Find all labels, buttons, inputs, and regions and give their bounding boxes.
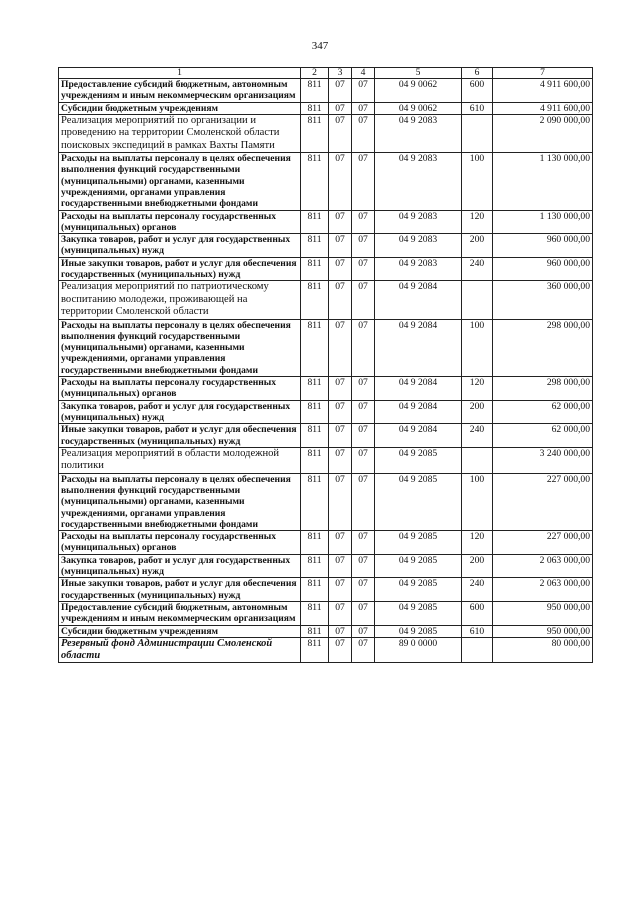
row-amount: 1 130 000,00 [493, 210, 593, 234]
row-amount: 80 000,00 [493, 637, 593, 662]
table-row [59, 601, 593, 625]
row-subsection-code: 07 [352, 447, 375, 473]
row-description: Закупка товаров, работ и услуг для государственных (муниципальных) нужд [59, 554, 301, 578]
row-description: Реализация мероприятий по организации и проведению на территории Смоленской области поисковых экспедиций в рамках Вахты Памяти [59, 114, 301, 152]
row-section-code: 07 [329, 400, 352, 424]
row-expense-type-code: 100 [462, 473, 493, 530]
budget-table [58, 67, 593, 663]
row-expense-type-code: 240 [462, 578, 493, 602]
row-expense-type-code: 100 [462, 153, 493, 210]
row-admin-code: 811 [301, 377, 329, 401]
row-target-code: 04 9 2084 [375, 400, 462, 424]
row-subsection-code: 07 [352, 377, 375, 401]
row-target-code: 89 0 0000 [375, 637, 462, 662]
row-admin-code: 811 [301, 554, 329, 578]
row-target-code: 04 9 2084 [375, 377, 462, 401]
row-expense-type-code: 600 [462, 601, 493, 625]
row-section-code: 07 [329, 234, 352, 258]
row-admin-code: 811 [301, 637, 329, 662]
table-row [59, 234, 593, 258]
row-target-code: 04 9 2084 [375, 281, 462, 319]
table-body [59, 79, 593, 663]
row-admin-code: 811 [301, 102, 329, 114]
row-amount: 950 000,00 [493, 601, 593, 625]
row-expense-type-code: 200 [462, 400, 493, 424]
row-subsection-code: 07 [352, 400, 375, 424]
row-description: Предоставление субсидий бюджетным, автономным учреждениям и иным некоммерческим организациям [59, 601, 301, 625]
row-subsection-code: 07 [352, 257, 375, 281]
row-expense-type-code [462, 114, 493, 152]
row-admin-code: 811 [301, 601, 329, 625]
table-row [59, 114, 593, 152]
row-section-code: 07 [329, 281, 352, 319]
row-amount: 360 000,00 [493, 281, 593, 319]
row-admin-code: 811 [301, 424, 329, 448]
row-admin-code: 811 [301, 319, 329, 376]
row-amount: 960 000,00 [493, 234, 593, 258]
row-description: Иные закупки товаров, работ и услуг для обеспечения государственных (муниципальных) нужд [59, 257, 301, 281]
row-admin-code: 811 [301, 531, 329, 555]
row-subsection-code: 07 [352, 625, 375, 637]
row-description: Резервный фонд Администрации Смоленской области [59, 637, 301, 662]
row-amount: 298 000,00 [493, 319, 593, 376]
row-amount: 3 240 000,00 [493, 447, 593, 473]
header-cell: 5 [375, 68, 462, 79]
header-cell: 4 [352, 68, 375, 79]
row-admin-code: 811 [301, 257, 329, 281]
row-amount: 4 911 600,00 [493, 79, 593, 103]
row-description: Расходы на выплаты персоналу государственных (муниципальных) органов [59, 210, 301, 234]
row-admin-code: 811 [301, 625, 329, 637]
table-row [59, 210, 593, 234]
header-cell: 2 [301, 68, 329, 79]
row-section-code: 07 [329, 424, 352, 448]
row-expense-type-code: 100 [462, 319, 493, 376]
table-row [59, 447, 593, 473]
row-expense-type-code: 240 [462, 257, 493, 281]
table-row [59, 424, 593, 448]
row-target-code: 04 9 2083 [375, 153, 462, 210]
row-section-code: 07 [329, 625, 352, 637]
row-expense-type-code [462, 281, 493, 319]
row-admin-code: 811 [301, 400, 329, 424]
row-expense-type-code: 120 [462, 377, 493, 401]
row-amount: 298 000,00 [493, 377, 593, 401]
table-row [59, 473, 593, 530]
row-target-code: 04 9 2083 [375, 234, 462, 258]
row-subsection-code: 07 [352, 281, 375, 319]
table-row [59, 79, 593, 103]
row-section-code: 07 [329, 210, 352, 234]
row-admin-code: 811 [301, 79, 329, 103]
row-amount: 62 000,00 [493, 400, 593, 424]
row-target-code: 04 9 2083 [375, 114, 462, 152]
row-expense-type-code: 610 [462, 625, 493, 637]
row-amount: 227 000,00 [493, 473, 593, 530]
row-section-code: 07 [329, 578, 352, 602]
row-section-code: 07 [329, 531, 352, 555]
page-number: 347 [311, 40, 329, 52]
row-admin-code: 811 [301, 281, 329, 319]
row-amount: 4 911 600,00 [493, 102, 593, 114]
row-amount: 2 063 000,00 [493, 554, 593, 578]
table-row [59, 153, 593, 210]
row-description: Субсидии бюджетным учреждениям [59, 102, 301, 114]
row-subsection-code: 07 [352, 473, 375, 530]
row-description: Расходы на выплаты персоналу в целях обеспечения выполнения функций государственными (муниципальными) органами, казенными учреждениями, органами управления государственными внебюджетными фондами [59, 153, 301, 210]
row-target-code: 04 9 2084 [375, 424, 462, 448]
header-cell: 3 [329, 68, 352, 79]
table-row [59, 554, 593, 578]
row-amount: 227 000,00 [493, 531, 593, 555]
row-subsection-code: 07 [352, 114, 375, 152]
row-admin-code: 811 [301, 210, 329, 234]
header-cell: 6 [462, 68, 493, 79]
row-admin-code: 811 [301, 578, 329, 602]
row-section-code: 07 [329, 79, 352, 103]
row-description: Реализация мероприятий по патриотическому воспитанию молодежи, проживающей на территории Смоленской области [59, 281, 301, 319]
row-admin-code: 811 [301, 234, 329, 258]
table-row [59, 319, 593, 376]
row-subsection-code: 07 [352, 234, 375, 258]
row-description: Иные закупки товаров, работ и услуг для обеспечения государственных (муниципальных) нужд [59, 578, 301, 602]
row-description: Предоставление субсидий бюджетным, автономным учреждениям и иным некоммерческим организациям [59, 79, 301, 103]
row-target-code: 04 9 2085 [375, 531, 462, 555]
row-target-code: 04 9 2083 [375, 257, 462, 281]
row-subsection-code: 07 [352, 79, 375, 103]
table-row [59, 102, 593, 114]
header-cell: 1 [59, 68, 301, 79]
row-section-code: 07 [329, 637, 352, 662]
row-amount: 960 000,00 [493, 257, 593, 281]
table-row [59, 531, 593, 555]
row-target-code: 04 9 0062 [375, 102, 462, 114]
row-description: Закупка товаров, работ и услуг для государственных (муниципальных) нужд [59, 400, 301, 424]
row-admin-code: 811 [301, 114, 329, 152]
row-expense-type-code: 200 [462, 554, 493, 578]
row-amount: 1 130 000,00 [493, 153, 593, 210]
row-target-code: 04 9 2083 [375, 210, 462, 234]
table-row [59, 257, 593, 281]
row-subsection-code: 07 [352, 601, 375, 625]
row-amount: 950 000,00 [493, 625, 593, 637]
row-section-code: 07 [329, 554, 352, 578]
row-subsection-code: 07 [352, 424, 375, 448]
row-target-code: 04 9 2085 [375, 601, 462, 625]
row-target-code: 04 9 0062 [375, 79, 462, 103]
row-description: Расходы на выплаты персоналу в целях обеспечения выполнения функций государственными (муниципальными) органами, казенными учреждениями, органами управления государственными внебюджетными фондами [59, 319, 301, 376]
row-target-code: 04 9 2085 [375, 554, 462, 578]
row-expense-type-code: 120 [462, 531, 493, 555]
row-subsection-code: 07 [352, 319, 375, 376]
row-description: Расходы на выплаты персоналу в целях обеспечения выполнения функций государственными (муниципальными) органами, казенными учреждениями, органами управления государственными внебюджетными фондами [59, 473, 301, 530]
row-description: Иные закупки товаров, работ и услуг для обеспечения государственных (муниципальных) нужд [59, 424, 301, 448]
table-row [59, 578, 593, 602]
row-section-code: 07 [329, 377, 352, 401]
row-expense-type-code: 600 [462, 79, 493, 103]
row-section-code: 07 [329, 601, 352, 625]
row-admin-code: 811 [301, 447, 329, 473]
row-amount: 62 000,00 [493, 424, 593, 448]
row-description: Расходы на выплаты персоналу государственных (муниципальных) органов [59, 531, 301, 555]
row-expense-type-code: 120 [462, 210, 493, 234]
row-section-code: 07 [329, 473, 352, 530]
row-target-code: 04 9 2085 [375, 473, 462, 530]
row-expense-type-code: 240 [462, 424, 493, 448]
row-expense-type-code: 610 [462, 102, 493, 114]
row-section-code: 07 [329, 114, 352, 152]
row-expense-type-code [462, 447, 493, 473]
row-description: Закупка товаров, работ и услуг для государственных (муниципальных) нужд [59, 234, 301, 258]
header-cell: 7 [493, 68, 593, 79]
row-target-code: 04 9 2084 [375, 319, 462, 376]
row-description: Субсидии бюджетным учреждениям [59, 625, 301, 637]
row-section-code: 07 [329, 102, 352, 114]
table-row [59, 625, 593, 637]
row-target-code: 04 9 2085 [375, 447, 462, 473]
row-section-code: 07 [329, 257, 352, 281]
row-expense-type-code [462, 637, 493, 662]
row-admin-code: 811 [301, 473, 329, 530]
row-subsection-code: 07 [352, 210, 375, 234]
table-row [59, 637, 593, 662]
row-amount: 2 090 000,00 [493, 114, 593, 152]
table-row [59, 400, 593, 424]
table-row [59, 281, 593, 319]
row-expense-type-code: 200 [462, 234, 493, 258]
row-target-code: 04 9 2085 [375, 578, 462, 602]
row-subsection-code: 07 [352, 102, 375, 114]
header-row [59, 68, 593, 79]
row-section-code: 07 [329, 447, 352, 473]
row-subsection-code: 07 [352, 153, 375, 210]
row-description: Расходы на выплаты персоналу государственных (муниципальных) органов [59, 377, 301, 401]
row-admin-code: 811 [301, 153, 329, 210]
row-section-code: 07 [329, 153, 352, 210]
row-target-code: 04 9 2085 [375, 625, 462, 637]
row-subsection-code: 07 [352, 531, 375, 555]
row-subsection-code: 07 [352, 578, 375, 602]
row-description: Реализация мероприятий в области молодежной политики [59, 447, 301, 473]
row-section-code: 07 [329, 319, 352, 376]
table-row [59, 377, 593, 401]
row-amount: 2 063 000,00 [493, 578, 593, 602]
row-subsection-code: 07 [352, 554, 375, 578]
row-subsection-code: 07 [352, 637, 375, 662]
